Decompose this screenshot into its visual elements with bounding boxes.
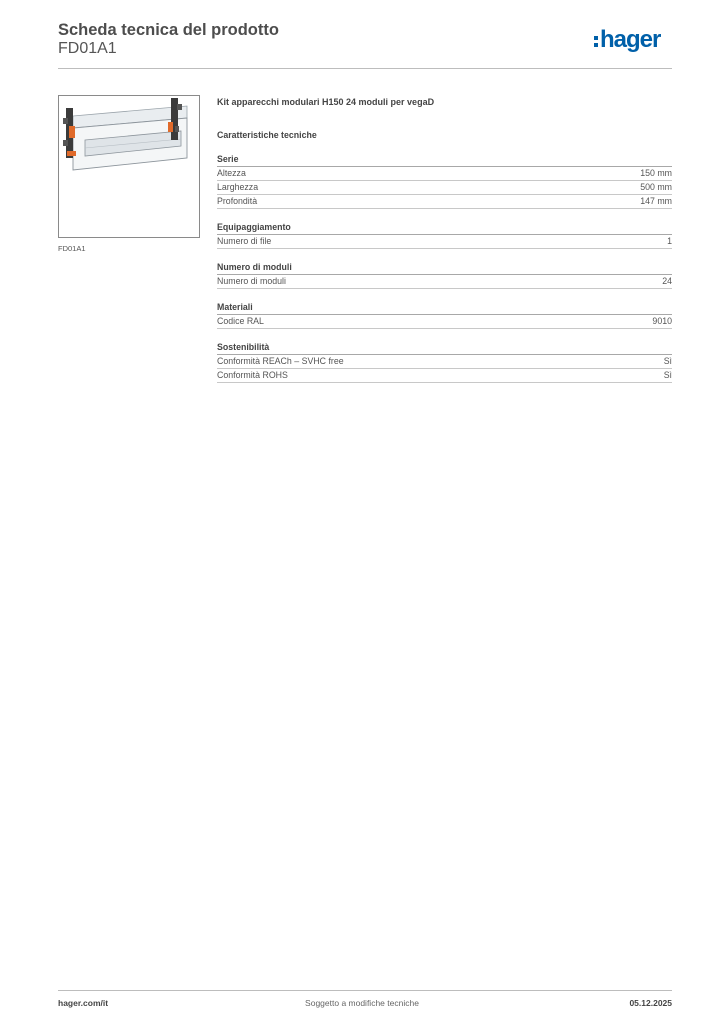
footer-website-link[interactable]: hager.com/it xyxy=(58,998,109,1008)
spec-value: 150 mm xyxy=(640,168,672,178)
spec-group-serie xyxy=(217,153,672,209)
spec-group-materiali xyxy=(217,301,672,329)
spec-value: 9010 xyxy=(652,316,672,326)
spec-row xyxy=(217,167,672,181)
header-divider xyxy=(58,68,672,69)
spec-value: 24 xyxy=(662,276,672,286)
group-title: Equipaggiamento xyxy=(217,221,672,235)
spec-value: Sì xyxy=(663,370,672,380)
logo-dots-icon xyxy=(594,36,598,47)
product-image xyxy=(58,95,200,238)
spec-row xyxy=(217,181,672,195)
spec-group-equipaggiamento xyxy=(217,221,672,249)
spec-label: Altezza xyxy=(217,168,246,178)
spec-row xyxy=(217,369,672,383)
footer-divider xyxy=(58,990,672,991)
spec-label: Larghezza xyxy=(217,182,259,192)
image-caption: FD01A1 xyxy=(58,244,86,253)
product-code: FD01A1 xyxy=(58,40,117,57)
logo-text: hager xyxy=(600,26,661,53)
product-description: Kit apparecchi modulari H150 24 moduli per vegaD xyxy=(217,97,435,107)
spec-row xyxy=(217,195,672,209)
spec-row xyxy=(217,275,672,289)
hager-logo[interactable] xyxy=(594,28,660,52)
spec-value: Sì xyxy=(663,356,672,366)
spec-section xyxy=(217,96,672,383)
spec-label: Numero di moduli xyxy=(217,276,286,286)
spec-value: 147 mm xyxy=(640,196,672,206)
spec-label: Numero di file xyxy=(217,236,272,246)
spec-value: 500 mm xyxy=(640,182,672,192)
spec-row xyxy=(217,355,672,369)
modular-kit-illustration-icon xyxy=(59,96,199,237)
group-title: Materiali xyxy=(217,301,672,315)
spec-value: 1 xyxy=(667,236,672,246)
spec-group-numero-moduli xyxy=(217,261,672,289)
spec-label: Codice RAL xyxy=(217,316,264,326)
group-title: Sostenibilità xyxy=(217,341,672,355)
footer-note: Soggetto a modifiche tecniche xyxy=(305,998,419,1008)
group-title: Serie xyxy=(217,153,672,167)
spec-row xyxy=(217,315,672,329)
group-title: Numero di moduli xyxy=(217,261,672,275)
spec-row xyxy=(217,235,672,249)
spec-label: Profondità xyxy=(217,196,258,206)
spec-label: Conformità REACh – SVHC free xyxy=(217,356,344,366)
spec-label: Conformità ROHS xyxy=(217,370,288,380)
section-title: Caratteristiche tecniche xyxy=(217,130,317,140)
spec-group-sostenibilita xyxy=(217,341,672,383)
page-title: Scheda tecnica del prodotto xyxy=(58,21,279,39)
footer-date: 05.12.2025 xyxy=(629,998,672,1008)
